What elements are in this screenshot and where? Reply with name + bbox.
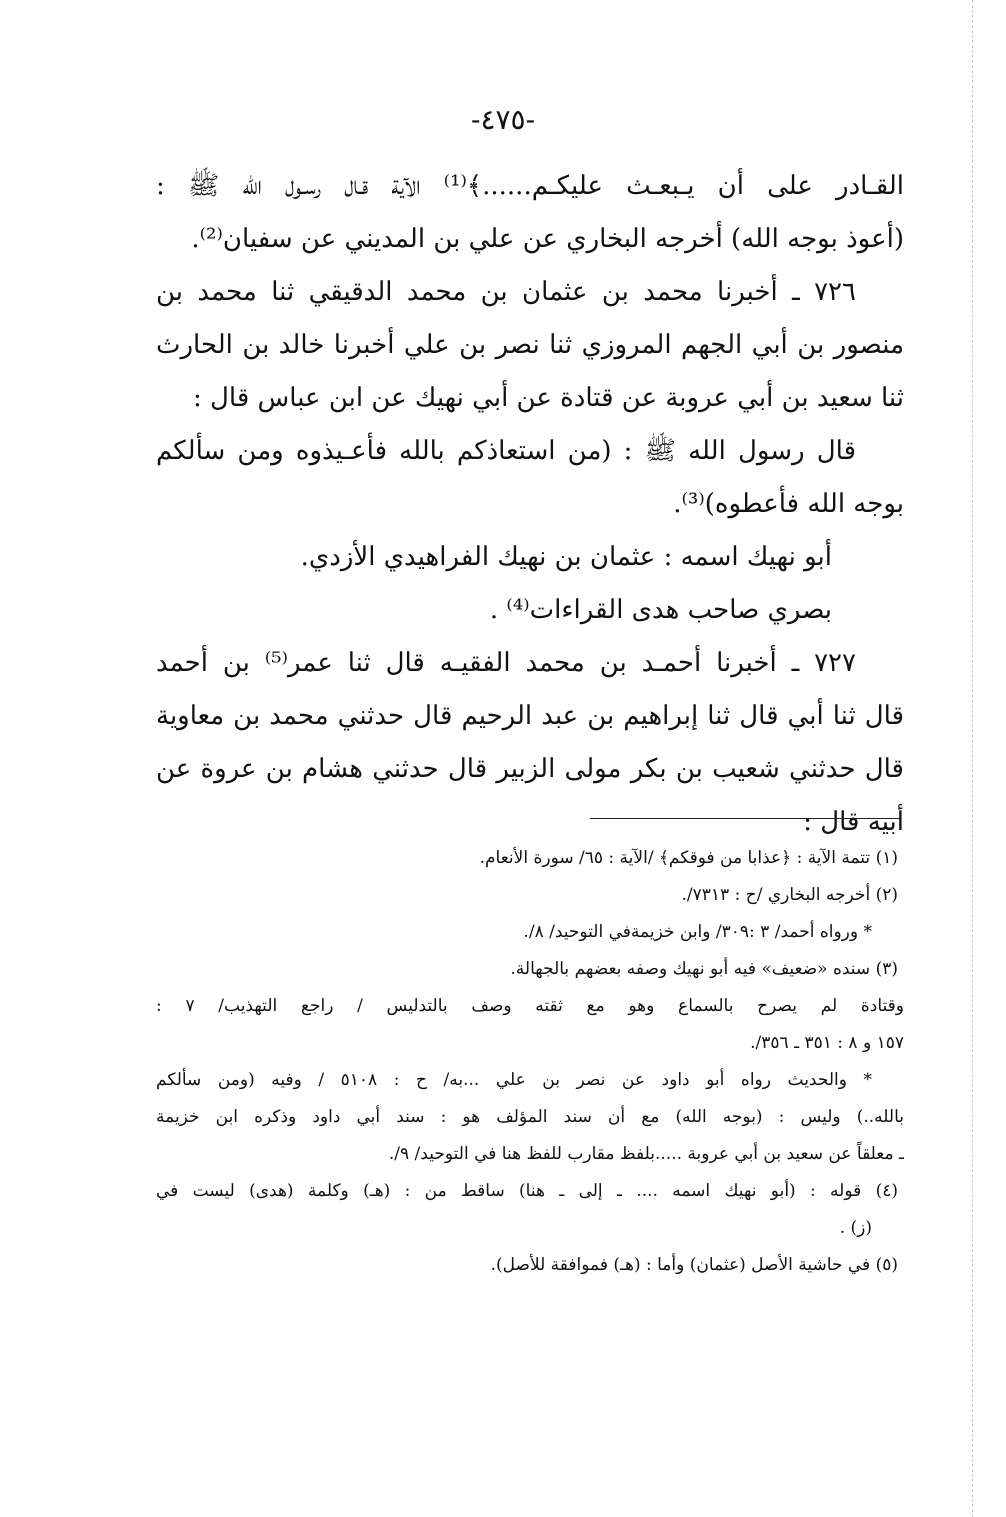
body-line: منصور بن أبي الجهم المروزي ثنا نصر بن علي أخبرنا خالد بن الحارث [156,330,904,360]
page-number: -٤٧٥- [470,103,536,136]
footnote-line: ـ معلقاً عن سعيد بن أبي عروبة .....بلفظ مقارب للفظ هنا في التوحيد/ ٩/. [388,1144,904,1164]
main-text [156,160,904,849]
footnote-line: (٣) سنده «ضعيف» فيه أبو نهيك وصفه بعضهم بالجهالة. [510,959,898,979]
footnote-line: (ز) . [839,1218,872,1238]
body-line: بوجه الله فأعطوه)⁽³⁾. [673,489,904,519]
body-line: قال حدثني شعيب بن بكر مولى الزبير قال حدثني هشام بن عروة عن [156,754,904,784]
footnote-line: (٢) أخرجه البخاري /ح : ٧٣١٣/. [681,885,898,905]
scan-edge-line [972,0,973,1517]
body-line: أبو نهيك اسمه : عثمان بن نهيك الفراهيدي الأزدي. [300,542,832,572]
body-line: أبيه قال : [803,807,904,837]
body-line: قال رسول الله ﷺ : (من استعاذكم بالله فأعـيذوه ومن سألكم [156,436,856,466]
footnote-line: وقتادة لم يصرح بالسماع وهو مع ثقته وصف بالتدليس / راجع التهذيب/ ٧ : [156,996,904,1016]
body-line: ٧٢٦ ـ أخبرنا محمد بن عثمان بن محمد الدقيقي ثنا محمد بن [156,277,856,307]
body-line: قال ثنا أبي قال ثنا إبراهيم بن عبد الرحيم قال حدثني محمد بن معاوية [156,701,904,731]
body-line: القـادر على أن يـبعـث عليكـم......﴾⁽¹⁾ الآية قـال رسـول الله ﷺ : [156,171,904,201]
body-line: (أعوذ بوجه الله) أخرجه البخاري عن علي بن المديني عن سفيان⁽²⁾. [191,224,904,254]
footnote-line: ١٥٧ و ٨ : ٣٥١ ـ ٣٥٦/. [750,1033,904,1053]
footnotes [156,840,904,1284]
body-line: بصري صاحب هدى القراءات⁽⁴⁾ . [489,595,832,625]
footnote-line: * ورواه أحمد/ ٣ :٣٠٩/ وابن خزيمةفي التوحيد/ ٨/. [523,922,872,942]
footnote-line: بالله..) وليس : (بوجه الله) مع أن سند المؤلف هو : سند أبي داود وذكره ابن خزيمة [156,1107,904,1127]
body-line: ٧٢٧ ـ أخبرنا أحمـد بن محمد الفقيـه قال ثنا عمر⁽⁵⁾ بن أحمد [156,648,856,678]
body-line: ثنا سعيد بن أبي عروبة عن قتادة عن أبي نهيك عن ابن عباس قال : [193,383,904,413]
footnote-line: (١) تتمة الآية : ﴿عذابا من فوقكم﴾ /الآية : ٦٥/ سورة الأنعام. [479,848,898,868]
footnote-line: * والحديث رواه أبو داود عن نصر بن علي ...به/ ح : ٥١٠٨ / وفيه (ومن سألكم [156,1070,872,1090]
footnote-separator [590,818,900,819]
footnote-line: (٤) قوله : (أبو نهيك اسمه .... ـ إلى ـ هنا) ساقط من : (هـ) وكلمة (هدى) ليست في [156,1181,898,1201]
footnote-line: (٥) في حاشية الأصل (عثمان) وأما : (هـ) فموافقة للأصل). [490,1255,898,1275]
